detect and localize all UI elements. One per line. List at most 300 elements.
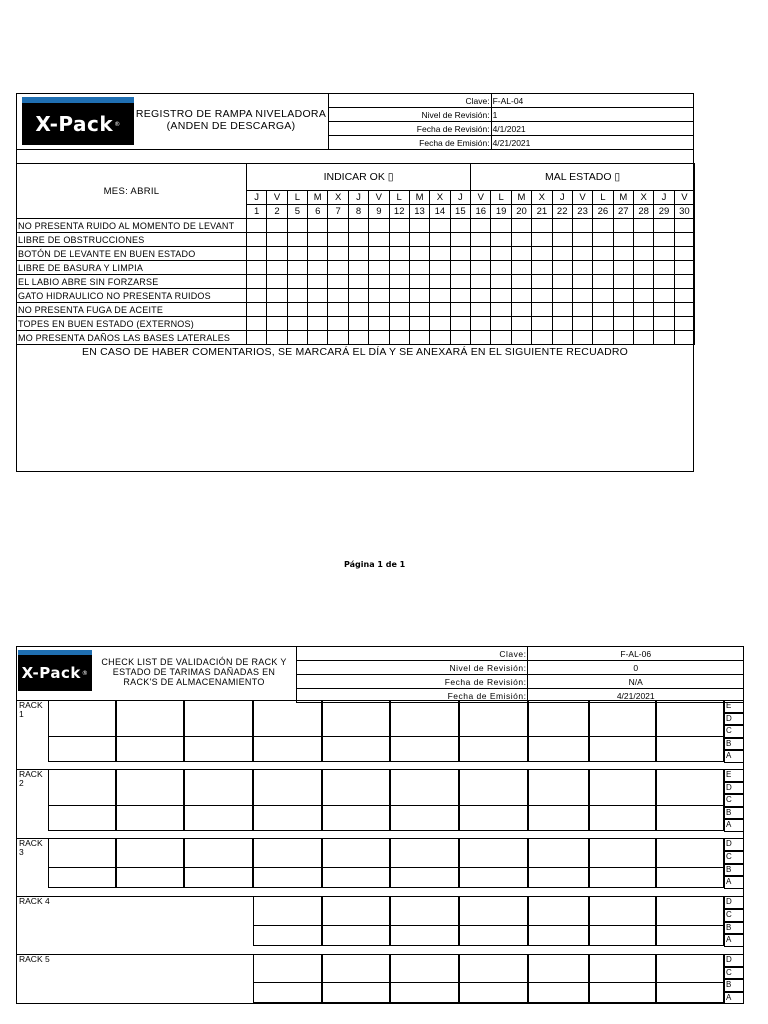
check-cell[interactable] — [267, 247, 287, 261]
check-cell[interactable] — [491, 233, 511, 247]
check-cell[interactable] — [511, 275, 531, 289]
rack-cell[interactable] — [253, 769, 322, 806]
check-cell[interactable] — [247, 331, 267, 345]
check-cell[interactable] — [633, 275, 653, 289]
check-cell[interactable] — [409, 289, 429, 303]
check-cell[interactable] — [491, 261, 511, 275]
rack-cell[interactable] — [253, 982, 322, 1003]
check-cell[interactable] — [287, 289, 307, 303]
checklist-row — [17, 317, 695, 331]
rack-cell[interactable] — [459, 700, 528, 737]
rack-cell[interactable] — [253, 954, 322, 983]
check-cell[interactable] — [593, 275, 613, 289]
check-cell[interactable] — [328, 303, 348, 317]
check-cell[interactable] — [613, 317, 633, 331]
check-cell[interactable] — [491, 317, 511, 331]
rack-cell[interactable] — [322, 982, 390, 1003]
rack-cell[interactable] — [656, 867, 724, 888]
rack-cell[interactable] — [322, 838, 390, 868]
check-cell[interactable] — [572, 303, 592, 317]
check-cell[interactable] — [471, 275, 491, 289]
check-cell[interactable] — [532, 289, 552, 303]
check-cell[interactable] — [654, 233, 674, 247]
check-cell[interactable] — [471, 289, 491, 303]
check-cell[interactable] — [654, 331, 674, 345]
check-cell[interactable] — [511, 317, 531, 331]
check-cell[interactable] — [287, 247, 307, 261]
check-cell[interactable] — [532, 233, 552, 247]
check-cell[interactable] — [491, 331, 511, 345]
check-cell[interactable] — [308, 275, 328, 289]
rack-cell[interactable] — [459, 896, 528, 926]
rack-cell[interactable] — [459, 954, 528, 983]
check-cell[interactable] — [471, 247, 491, 261]
check-cell[interactable] — [491, 219, 511, 233]
rack-cell[interactable] — [322, 896, 390, 926]
rack-cell[interactable] — [48, 700, 116, 737]
check-cell[interactable] — [532, 331, 552, 345]
rack-cell[interactable] — [48, 867, 116, 888]
check-cell[interactable] — [593, 317, 613, 331]
rack-cell[interactable] — [322, 925, 390, 946]
check-cell[interactable] — [328, 331, 348, 345]
rack-cell[interactable] — [253, 896, 322, 926]
check-cell[interactable] — [654, 219, 674, 233]
check-cell[interactable] — [511, 331, 531, 345]
check-cell[interactable] — [430, 289, 450, 303]
check-cell[interactable] — [430, 331, 450, 345]
check-cell[interactable] — [552, 289, 572, 303]
check-cell[interactable] — [247, 261, 267, 275]
check-cell[interactable] — [511, 261, 531, 275]
check-cell[interactable] — [674, 219, 694, 233]
check-cell[interactable] — [654, 247, 674, 261]
rack-cell[interactable] — [528, 982, 589, 1003]
check-cell[interactable] — [552, 261, 572, 275]
check-cell[interactable] — [633, 317, 653, 331]
check-cell[interactable] — [633, 331, 653, 345]
check-cell[interactable] — [369, 331, 389, 345]
rack-cell[interactable] — [390, 867, 459, 888]
check-cell[interactable] — [491, 247, 511, 261]
check-cell[interactable] — [511, 303, 531, 317]
check-cell[interactable] — [389, 289, 409, 303]
check-cell[interactable] — [389, 317, 409, 331]
rack-cell[interactable] — [390, 982, 459, 1003]
check-cell[interactable] — [348, 247, 368, 261]
rack-label: RACK 2 — [19, 769, 43, 788]
rack-cell[interactable] — [459, 838, 528, 868]
check-cell[interactable] — [267, 261, 287, 275]
rack-cell[interactable] — [589, 954, 656, 983]
check-cell[interactable] — [409, 317, 429, 331]
check-cell[interactable] — [308, 261, 328, 275]
check-cell[interactable] — [430, 261, 450, 275]
check-cell[interactable] — [308, 317, 328, 331]
check-cell[interactable] — [409, 261, 429, 275]
check-cell[interactable] — [267, 233, 287, 247]
check-cell[interactable] — [593, 261, 613, 275]
rack-cell[interactable] — [528, 700, 589, 737]
check-cell[interactable] — [267, 331, 287, 345]
check-cell[interactable] — [287, 331, 307, 345]
check-cell[interactable] — [287, 317, 307, 331]
check-cell[interactable] — [471, 331, 491, 345]
check-cell[interactable] — [491, 289, 511, 303]
check-cell[interactable] — [633, 289, 653, 303]
rack-cell[interactable] — [253, 736, 322, 762]
rack-cell[interactable] — [528, 896, 589, 926]
check-cell[interactable] — [450, 303, 471, 317]
check-cell[interactable] — [389, 331, 409, 345]
check-cell[interactable] — [348, 233, 368, 247]
check-cell[interactable] — [511, 247, 531, 261]
rack-cell[interactable] — [528, 925, 589, 946]
check-cell[interactable] — [532, 247, 552, 261]
rack-cell[interactable] — [656, 769, 724, 806]
check-cell[interactable] — [613, 233, 633, 247]
check-cell[interactable] — [409, 233, 429, 247]
check-cell[interactable] — [572, 317, 592, 331]
check-cell[interactable] — [389, 247, 409, 261]
rack-cell[interactable] — [589, 925, 656, 946]
check-cell[interactable] — [552, 247, 572, 261]
check-cell[interactable] — [572, 261, 592, 275]
rack-cell[interactable] — [589, 700, 656, 737]
check-cell[interactable] — [328, 247, 348, 261]
check-cell[interactable] — [247, 317, 267, 331]
check-cell[interactable] — [308, 331, 328, 345]
check-cell[interactable] — [389, 233, 409, 247]
check-cell[interactable] — [532, 261, 552, 275]
rack-cell[interactable] — [656, 700, 724, 737]
check-cell[interactable] — [532, 219, 552, 233]
rack-cell[interactable] — [390, 700, 459, 737]
check-cell[interactable] — [267, 219, 287, 233]
check-cell[interactable] — [328, 317, 348, 331]
check-cell[interactable] — [369, 289, 389, 303]
rack-level-letter: A — [724, 819, 744, 832]
check-cell[interactable] — [247, 303, 267, 317]
rack-cell[interactable] — [116, 838, 184, 868]
check-cell[interactable] — [409, 219, 429, 233]
check-cell[interactable] — [308, 289, 328, 303]
check-cell[interactable] — [674, 275, 694, 289]
check-cell[interactable] — [389, 275, 409, 289]
check-cell[interactable] — [471, 261, 491, 275]
check-cell[interactable] — [348, 317, 368, 331]
rack-cell[interactable] — [184, 700, 253, 737]
rack-cell[interactable] — [184, 867, 253, 888]
check-cell[interactable] — [348, 219, 368, 233]
check-cell[interactable] — [369, 317, 389, 331]
check-cell[interactable] — [572, 233, 592, 247]
check-cell[interactable] — [328, 289, 348, 303]
form2-meta-value: N/A — [528, 675, 744, 689]
check-cell[interactable] — [613, 261, 633, 275]
rack-cell[interactable] — [656, 982, 724, 1003]
check-cell[interactable] — [491, 275, 511, 289]
check-cell[interactable] — [328, 233, 348, 247]
rack-cell[interactable] — [459, 736, 528, 762]
check-cell[interactable] — [654, 317, 674, 331]
check-cell[interactable] — [552, 219, 572, 233]
check-cell[interactable] — [348, 261, 368, 275]
check-cell[interactable] — [511, 233, 531, 247]
rack-cell[interactable] — [589, 896, 656, 926]
rack-cell[interactable] — [322, 700, 390, 737]
day-number: 28 — [633, 205, 653, 219]
rack-cell[interactable] — [390, 838, 459, 868]
check-cell[interactable] — [430, 233, 450, 247]
check-cell[interactable] — [450, 275, 471, 289]
rack-cell[interactable] — [656, 925, 724, 946]
rack-cell[interactable] — [116, 736, 184, 762]
rack-cell[interactable] — [528, 769, 589, 806]
check-cell[interactable] — [308, 219, 328, 233]
rack-cell[interactable] — [589, 736, 656, 762]
day-number: 7 — [328, 205, 348, 219]
check-cell[interactable] — [572, 219, 592, 233]
check-cell[interactable] — [308, 247, 328, 261]
check-cell[interactable] — [267, 317, 287, 331]
check-cell[interactable] — [450, 289, 471, 303]
rack-cell[interactable] — [116, 769, 184, 806]
rack-cell[interactable] — [528, 736, 589, 762]
check-cell[interactable] — [593, 303, 613, 317]
check-cell[interactable] — [674, 331, 694, 345]
rack-cell[interactable] — [589, 805, 656, 831]
check-cell[interactable] — [654, 261, 674, 275]
rack-cell[interactable] — [184, 736, 253, 762]
rack-cell[interactable] — [253, 867, 322, 888]
rack-cell[interactable] — [459, 769, 528, 806]
check-cell[interactable] — [409, 303, 429, 317]
check-cell[interactable] — [430, 247, 450, 261]
check-cell[interactable] — [450, 247, 471, 261]
rack-cell[interactable] — [656, 954, 724, 983]
rack-cell[interactable] — [528, 805, 589, 831]
rack-cell[interactable] — [459, 982, 528, 1003]
check-cell[interactable] — [593, 219, 613, 233]
check-cell[interactable] — [613, 219, 633, 233]
check-cell[interactable] — [572, 247, 592, 261]
rack-cell[interactable] — [390, 925, 459, 946]
rack-label: RACK 1 — [19, 700, 43, 719]
rack-cell[interactable] — [390, 805, 459, 831]
check-cell[interactable] — [674, 317, 694, 331]
check-cell[interactable] — [409, 331, 429, 345]
check-cell[interactable] — [532, 303, 552, 317]
check-cell[interactable] — [247, 219, 267, 233]
check-cell[interactable] — [613, 289, 633, 303]
check-cell[interactable] — [369, 233, 389, 247]
rack-cell[interactable] — [184, 805, 253, 831]
check-cell[interactable] — [532, 275, 552, 289]
rack-cell[interactable] — [390, 769, 459, 806]
check-cell[interactable] — [593, 247, 613, 261]
rack-cell[interactable] — [48, 769, 116, 806]
check-cell[interactable] — [552, 233, 572, 247]
check-cell[interactable] — [654, 289, 674, 303]
rack-cell[interactable] — [322, 769, 390, 806]
check-cell[interactable] — [287, 219, 307, 233]
check-cell[interactable] — [674, 261, 694, 275]
check-cell[interactable] — [267, 303, 287, 317]
check-cell[interactable] — [409, 247, 429, 261]
check-cell[interactable] — [247, 247, 267, 261]
check-cell[interactable] — [348, 303, 368, 317]
check-cell[interactable] — [491, 303, 511, 317]
check-cell[interactable] — [267, 275, 287, 289]
check-cell[interactable] — [430, 219, 450, 233]
rack-cell[interactable] — [48, 805, 116, 831]
check-cell[interactable] — [247, 233, 267, 247]
check-cell[interactable] — [552, 331, 572, 345]
check-cell[interactable] — [471, 219, 491, 233]
rack-cell[interactable] — [656, 896, 724, 926]
rack-cell[interactable] — [322, 954, 390, 983]
check-cell[interactable] — [511, 219, 531, 233]
check-cell[interactable] — [552, 317, 572, 331]
check-cell[interactable] — [308, 233, 328, 247]
check-cell[interactable] — [633, 303, 653, 317]
rack-cell[interactable] — [656, 736, 724, 762]
check-cell[interactable] — [674, 289, 694, 303]
rack-cell[interactable] — [322, 736, 390, 762]
rack-cell[interactable] — [48, 838, 116, 868]
rack-cell[interactable] — [656, 805, 724, 831]
check-cell[interactable] — [389, 303, 409, 317]
rack-cell[interactable] — [48, 736, 116, 762]
check-cell[interactable] — [328, 261, 348, 275]
rack-cell[interactable] — [390, 736, 459, 762]
check-cell[interactable] — [511, 289, 531, 303]
check-cell[interactable] — [369, 219, 389, 233]
check-cell[interactable] — [674, 303, 694, 317]
check-cell[interactable] — [409, 275, 429, 289]
check-cell[interactable] — [471, 303, 491, 317]
rack-cell[interactable] — [589, 982, 656, 1003]
check-cell[interactable] — [450, 317, 471, 331]
check-cell[interactable] — [247, 275, 267, 289]
check-cell[interactable] — [247, 289, 267, 303]
rack-cell[interactable] — [528, 838, 589, 868]
rack-cell[interactable] — [528, 954, 589, 983]
rack-cell[interactable] — [184, 838, 253, 868]
check-cell[interactable] — [287, 275, 307, 289]
day-letter: X — [328, 191, 348, 205]
check-cell[interactable] — [389, 261, 409, 275]
check-cell[interactable] — [593, 289, 613, 303]
rack-cell[interactable] — [116, 805, 184, 831]
check-cell[interactable] — [572, 275, 592, 289]
check-cell[interactable] — [369, 247, 389, 261]
check-cell[interactable] — [633, 233, 653, 247]
check-cell[interactable] — [389, 219, 409, 233]
check-cell[interactable] — [674, 233, 694, 247]
check-cell[interactable] — [369, 303, 389, 317]
check-cell[interactable] — [328, 219, 348, 233]
check-cell[interactable] — [308, 303, 328, 317]
rack-cell[interactable] — [390, 896, 459, 926]
check-cell[interactable] — [654, 303, 674, 317]
check-cell[interactable] — [552, 275, 572, 289]
rack-cell[interactable] — [459, 805, 528, 831]
check-cell[interactable] — [552, 303, 572, 317]
check-cell[interactable] — [593, 331, 613, 345]
rack-cell[interactable] — [253, 700, 322, 737]
rack-cell[interactable] — [459, 867, 528, 888]
check-cell[interactable] — [430, 317, 450, 331]
rack-cell[interactable] — [589, 838, 656, 868]
check-cell[interactable] — [348, 331, 368, 345]
check-cell[interactable] — [450, 233, 471, 247]
check-cell[interactable] — [572, 331, 592, 345]
check-cell[interactable] — [430, 303, 450, 317]
check-cell[interactable] — [532, 317, 552, 331]
rack-cell[interactable] — [656, 838, 724, 868]
check-cell[interactable] — [593, 233, 613, 247]
rack-cell[interactable] — [528, 867, 589, 888]
check-cell[interactable] — [287, 261, 307, 275]
check-cell[interactable] — [369, 261, 389, 275]
rack-cell[interactable] — [253, 925, 322, 946]
rack-cell[interactable] — [184, 769, 253, 806]
check-cell[interactable] — [450, 219, 471, 233]
rack-cell[interactable] — [116, 700, 184, 737]
form1-meta-row — [329, 108, 694, 122]
check-cell[interactable] — [613, 331, 633, 345]
check-cell[interactable] — [633, 247, 653, 261]
check-cell[interactable] — [287, 303, 307, 317]
check-cell[interactable] — [450, 261, 471, 275]
bad-label: MAL ESTADO ▯ — [471, 164, 695, 191]
check-cell[interactable] — [267, 289, 287, 303]
check-cell[interactable] — [633, 219, 653, 233]
check-cell[interactable] — [572, 289, 592, 303]
rack-cell[interactable] — [459, 925, 528, 946]
rack-cell[interactable] — [322, 805, 390, 831]
day-number: 13 — [409, 205, 429, 219]
page-number: Página 1 de 1 — [344, 560, 406, 569]
check-cell[interactable] — [348, 275, 368, 289]
check-cell[interactable] — [613, 275, 633, 289]
check-cell[interactable] — [287, 233, 307, 247]
check-cell[interactable] — [430, 275, 450, 289]
rack-cell[interactable] — [116, 867, 184, 888]
rack-cell[interactable] — [589, 867, 656, 888]
check-cell[interactable] — [613, 303, 633, 317]
check-cell[interactable] — [674, 247, 694, 261]
rack-cell[interactable] — [589, 769, 656, 806]
check-cell[interactable] — [450, 331, 471, 345]
check-cell[interactable] — [471, 317, 491, 331]
rack-cell[interactable] — [322, 867, 390, 888]
check-cell[interactable] — [471, 233, 491, 247]
check-cell[interactable] — [328, 275, 348, 289]
check-cell[interactable] — [633, 261, 653, 275]
check-cell[interactable] — [613, 247, 633, 261]
form1-divider — [16, 149, 694, 150]
rack-cell[interactable] — [253, 805, 322, 831]
check-cell[interactable] — [654, 275, 674, 289]
check-cell[interactable] — [369, 275, 389, 289]
rack-cell[interactable] — [390, 954, 459, 983]
check-cell[interactable] — [348, 289, 368, 303]
form1-comments-label: EN CASO DE HABER COMENTARIOS, SE MARCARÁ EL DÍA Y SE ANEXARÁ EN EL SIGUIENTE RECUADRO — [81, 346, 628, 358]
rack-cell[interactable] — [253, 838, 322, 868]
